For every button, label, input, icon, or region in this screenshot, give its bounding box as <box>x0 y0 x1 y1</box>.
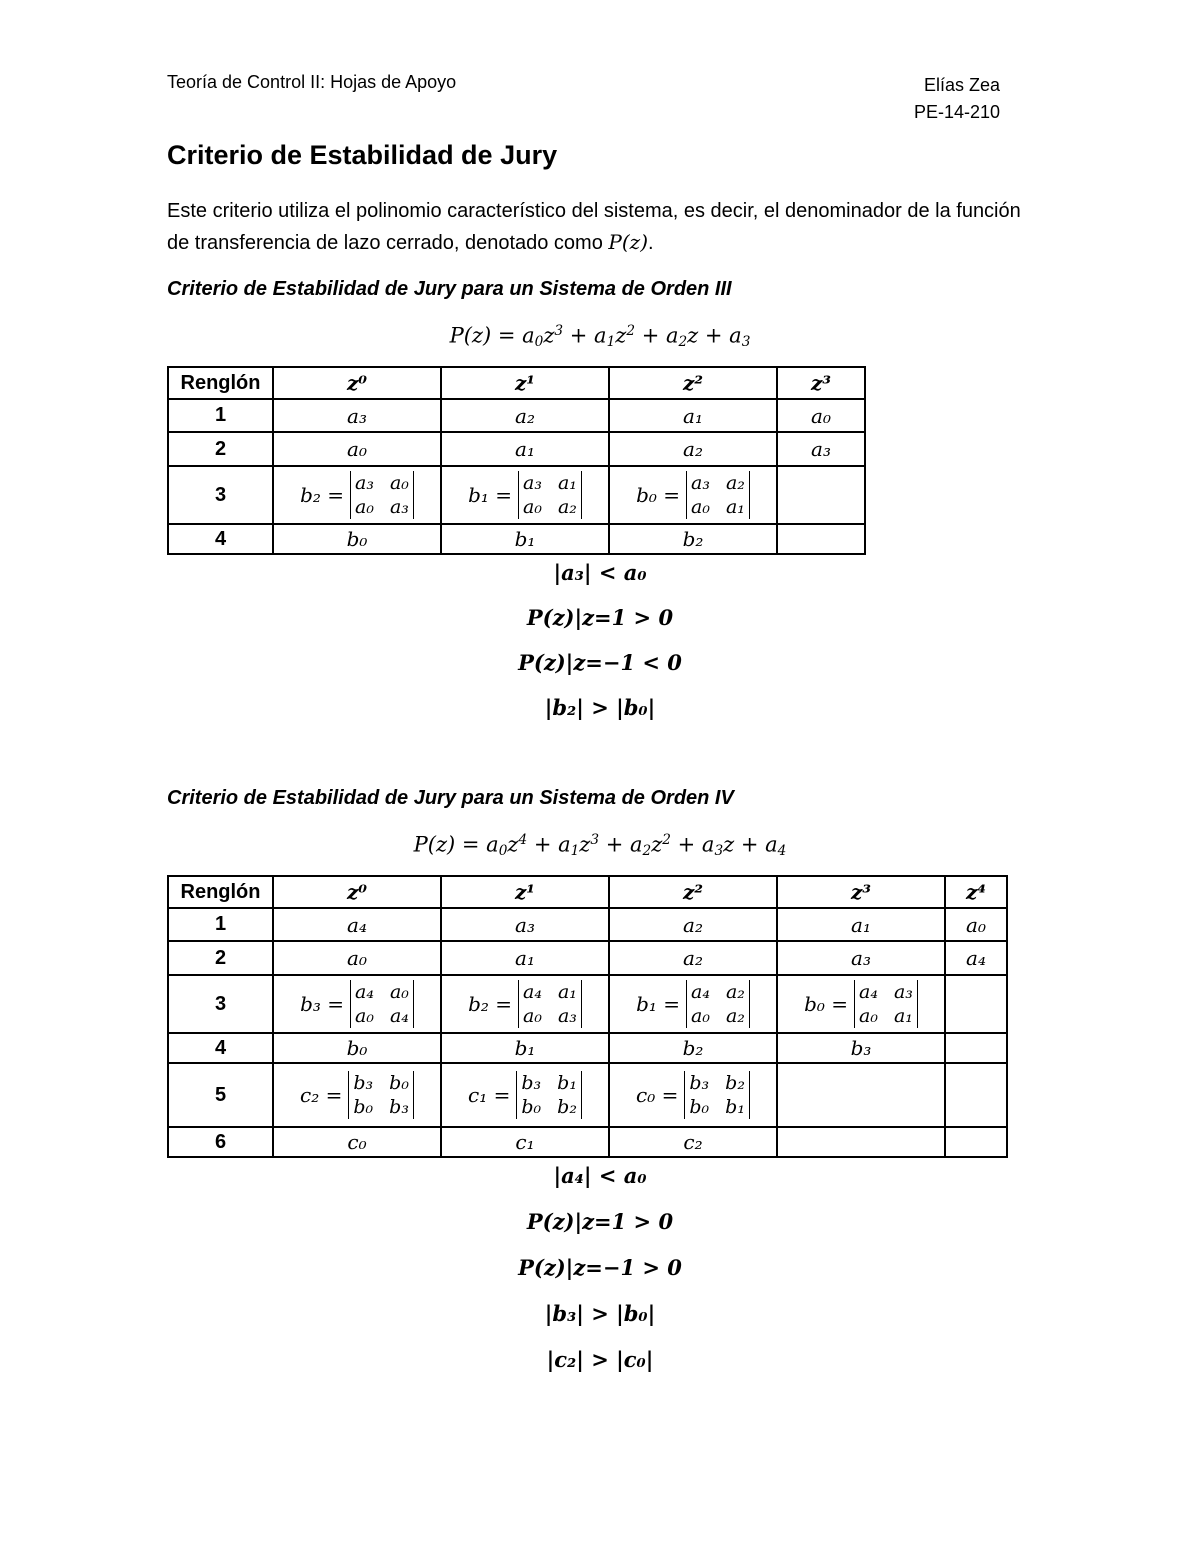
determinant <box>636 471 750 519</box>
row-label: 6 <box>168 1127 273 1157</box>
determinant-name: b₀ = <box>804 992 849 1016</box>
table-cell: c₁ <box>441 1127 609 1157</box>
table-cell: c₀ <box>273 1127 441 1157</box>
table-cell: a₁ <box>441 432 609 466</box>
determinant <box>468 1071 582 1119</box>
matrix-entry: a₃ <box>691 472 710 494</box>
table-cell: a₃ <box>777 941 945 975</box>
stability-condition: P(z)|z=1 > 0 <box>526 605 674 630</box>
table-cell: a₁ <box>777 908 945 941</box>
column-header: z² <box>609 367 777 399</box>
matrix-entry: b₃ <box>389 1096 409 1118</box>
row-label: 2 <box>168 941 273 975</box>
matrix-entry: b₀ <box>689 1096 710 1118</box>
matrix-entry: b₃ <box>689 1072 710 1094</box>
matrix-entry: a₄ <box>523 981 542 1003</box>
order3-table <box>167 366 866 555</box>
stability-condition: |a₄| < a₀ <box>553 1163 647 1188</box>
matrix-entry: a₄ <box>389 1005 409 1027</box>
matrix-entry: a₀ <box>859 1005 878 1027</box>
table-cell <box>777 1063 945 1127</box>
column-header: z³ <box>777 876 945 908</box>
table-cell: a₂ <box>441 399 609 432</box>
matrix-entry: a₃ <box>355 472 374 494</box>
matrix-entry: b₀ <box>521 1096 542 1118</box>
matrix-entry: b₀ <box>353 1096 374 1118</box>
matrix-entry: a₁ <box>557 472 577 494</box>
order3-polynomial: $P(z) = a_0z^3 + a_1z^2 + a_2z + a_3$ <box>449 323 751 350</box>
matrix-entry: a₄ <box>859 981 878 1003</box>
table-cell: c₂ <box>609 1127 777 1157</box>
row-label: 1 <box>168 908 273 941</box>
intro-end: . <box>648 232 654 254</box>
determinant <box>300 1071 414 1119</box>
table-cell: a₃ <box>273 399 441 432</box>
intro-paragraph <box>167 196 1037 259</box>
matrix-entry: a₁ <box>893 1005 913 1027</box>
determinant-name: b₃ = <box>300 992 345 1016</box>
table-cell <box>441 1063 609 1127</box>
table-row <box>168 466 865 524</box>
header-code: PE-14-210 <box>913 102 1000 122</box>
matrix-entry: a₄ <box>355 981 374 1003</box>
table-cell <box>945 1127 1007 1157</box>
matrix-entry: a₁ <box>557 981 577 1003</box>
determinant-matrix <box>686 471 750 519</box>
matrix-entry: b₂ <box>725 1072 745 1094</box>
row-label: 2 <box>168 432 273 466</box>
matrix-entry: b₁ <box>725 1096 745 1118</box>
matrix-entry: a₀ <box>355 1005 374 1027</box>
column-header: z⁰ <box>273 876 441 908</box>
table-row <box>168 1063 1007 1127</box>
table-cell: a₀ <box>945 908 1007 941</box>
column-header: z³ <box>777 367 865 399</box>
table-row <box>168 432 865 466</box>
row-label: 1 <box>168 399 273 432</box>
matrix-entry: a₂ <box>725 981 745 1003</box>
table-cell: a₀ <box>777 399 865 432</box>
matrix-entry: a₂ <box>557 496 577 518</box>
determinant-name: c₀ = <box>636 1083 679 1107</box>
table-cell: a₂ <box>609 941 777 975</box>
matrix-entry: a₀ <box>523 1005 542 1027</box>
table-cell <box>777 975 945 1033</box>
table-cell: b₁ <box>441 524 609 554</box>
matrix-entry: a₀ <box>389 472 409 494</box>
determinant <box>804 980 918 1028</box>
header-author: Elías Zea <box>923 75 1000 95</box>
order4-table <box>167 875 1008 1158</box>
table-row <box>168 524 865 554</box>
table-cell: a₁ <box>609 399 777 432</box>
determinant-name: b₂ = <box>300 483 345 507</box>
determinant-name: b₂ = <box>468 992 513 1016</box>
determinant-matrix <box>518 471 582 519</box>
determinant-name: b₁ = <box>636 992 681 1016</box>
order3-header-row <box>168 367 865 399</box>
matrix-entry: a₃ <box>523 472 542 494</box>
matrix-entry: a₀ <box>523 496 542 518</box>
page-title: Criterio de Estabilidad de Jury <box>167 140 558 170</box>
matrix-entry: a₀ <box>355 496 374 518</box>
table-cell: a₂ <box>609 432 777 466</box>
determinant <box>636 980 750 1028</box>
table-cell <box>777 1127 945 1157</box>
intro-symbol: P(z) <box>608 230 648 254</box>
stability-condition: |b₃| > |b₀| <box>544 1301 656 1326</box>
determinant-matrix <box>518 980 582 1028</box>
table-cell <box>273 1063 441 1127</box>
column-header-row-label: Renglón <box>168 876 273 908</box>
matrix-entry: a₀ <box>691 1005 710 1027</box>
matrix-entry: b₁ <box>557 1072 577 1094</box>
matrix-entry: b₃ <box>353 1072 374 1094</box>
stability-condition: P(z)|z=−1 < 0 <box>518 650 682 675</box>
determinant-matrix <box>854 980 918 1028</box>
header-right <box>914 72 1000 126</box>
column-header: z¹ <box>441 876 609 908</box>
table-cell <box>777 524 865 554</box>
table-cell: a₄ <box>945 941 1007 975</box>
table-cell <box>441 975 609 1033</box>
table-cell: a₁ <box>441 941 609 975</box>
table-cell <box>609 975 777 1033</box>
determinant-name: c₁ = <box>468 1083 511 1107</box>
table-cell <box>273 975 441 1033</box>
table-cell <box>441 466 609 524</box>
matrix-entry: a₃ <box>557 1005 577 1027</box>
determinant-name: b₀ = <box>636 483 681 507</box>
determinant-name: b₁ = <box>468 483 513 507</box>
determinant-matrix <box>350 980 414 1028</box>
matrix-entry: b₂ <box>557 1096 577 1118</box>
table-cell: b₂ <box>609 1033 777 1063</box>
header-course: Teoría de Control II: Hojas de Apoyo <box>167 72 457 92</box>
determinant-matrix <box>684 1071 750 1119</box>
table-cell: a₂ <box>609 908 777 941</box>
column-header: z⁰ <box>273 367 441 399</box>
order4-heading: Criterio de Estabilidad de Jury para un Sistema de Orden IV <box>167 787 734 809</box>
table-cell: a₀ <box>273 432 441 466</box>
column-header: z² <box>609 876 777 908</box>
table-cell: a₀ <box>273 941 441 975</box>
table-cell <box>777 466 865 524</box>
determinant <box>636 1071 750 1119</box>
order3-heading: Criterio de Estabilidad de Jury para un Sistema de Orden III <box>167 278 732 300</box>
order4-polynomial: $P(z) = a_0z^4 + a_1z^3 + a_2z^2 + a_3z + a_4$ <box>413 832 787 859</box>
table-cell: b₂ <box>609 524 777 554</box>
determinant-matrix <box>348 1071 414 1119</box>
table-row <box>168 908 1007 941</box>
matrix-entry: a₃ <box>389 496 409 518</box>
stability-condition: |a₃| < a₀ <box>553 560 647 585</box>
table-cell: b₀ <box>273 524 441 554</box>
table-cell: b₀ <box>273 1033 441 1063</box>
table-cell: a₃ <box>777 432 865 466</box>
stability-condition: |b₂| > |b₀| <box>544 695 656 720</box>
row-label: 4 <box>168 524 273 554</box>
stability-condition: P(z)|z=−1 > 0 <box>518 1255 682 1280</box>
matrix-entry: b₀ <box>389 1072 409 1094</box>
table-cell: a₄ <box>273 908 441 941</box>
determinant <box>300 471 414 519</box>
determinant <box>300 980 414 1028</box>
table-cell <box>945 975 1007 1033</box>
table-row <box>168 1033 1007 1063</box>
matrix-entry: a₃ <box>893 981 913 1003</box>
determinant-matrix <box>516 1071 582 1119</box>
table-cell: a₃ <box>441 908 609 941</box>
column-header: z¹ <box>441 367 609 399</box>
stability-condition: P(z)|z=1 > 0 <box>526 1209 674 1234</box>
table-row <box>168 399 865 432</box>
table-cell <box>945 1033 1007 1063</box>
matrix-entry: a₂ <box>725 472 745 494</box>
matrix-entry: a₀ <box>691 496 710 518</box>
determinant-matrix <box>350 471 414 519</box>
column-header-row-label: Renglón <box>168 367 273 399</box>
determinant-name: c₂ = <box>300 1083 343 1107</box>
matrix-entry: b₃ <box>521 1072 542 1094</box>
intro-text: Este criterio utiliza el polinomio característico del sistema, es decir, el denominador de la función de transferencia de lazo cerrado, denotado como <box>167 200 1021 254</box>
row-label: 4 <box>168 1033 273 1063</box>
table-row <box>168 975 1007 1033</box>
determinant <box>468 980 582 1028</box>
table-cell <box>945 1063 1007 1127</box>
table-cell <box>609 466 777 524</box>
table-cell: b₃ <box>777 1033 945 1063</box>
row-label: 3 <box>168 975 273 1033</box>
table-row <box>168 941 1007 975</box>
matrix-entry: a₂ <box>725 1005 745 1027</box>
table-row <box>168 1127 1007 1157</box>
row-label: 5 <box>168 1063 273 1127</box>
determinant-matrix <box>686 980 750 1028</box>
determinant <box>468 471 582 519</box>
row-label: 3 <box>168 466 273 524</box>
table-cell <box>273 466 441 524</box>
stability-condition: |c₂| > |c₀| <box>546 1347 654 1372</box>
matrix-entry: a₀ <box>389 981 409 1003</box>
matrix-entry: a₁ <box>725 496 745 518</box>
table-cell <box>609 1063 777 1127</box>
order4-header-row <box>168 876 1007 908</box>
table-cell: b₁ <box>441 1033 609 1063</box>
column-header: z⁴ <box>945 876 1007 908</box>
matrix-entry: a₄ <box>691 981 710 1003</box>
